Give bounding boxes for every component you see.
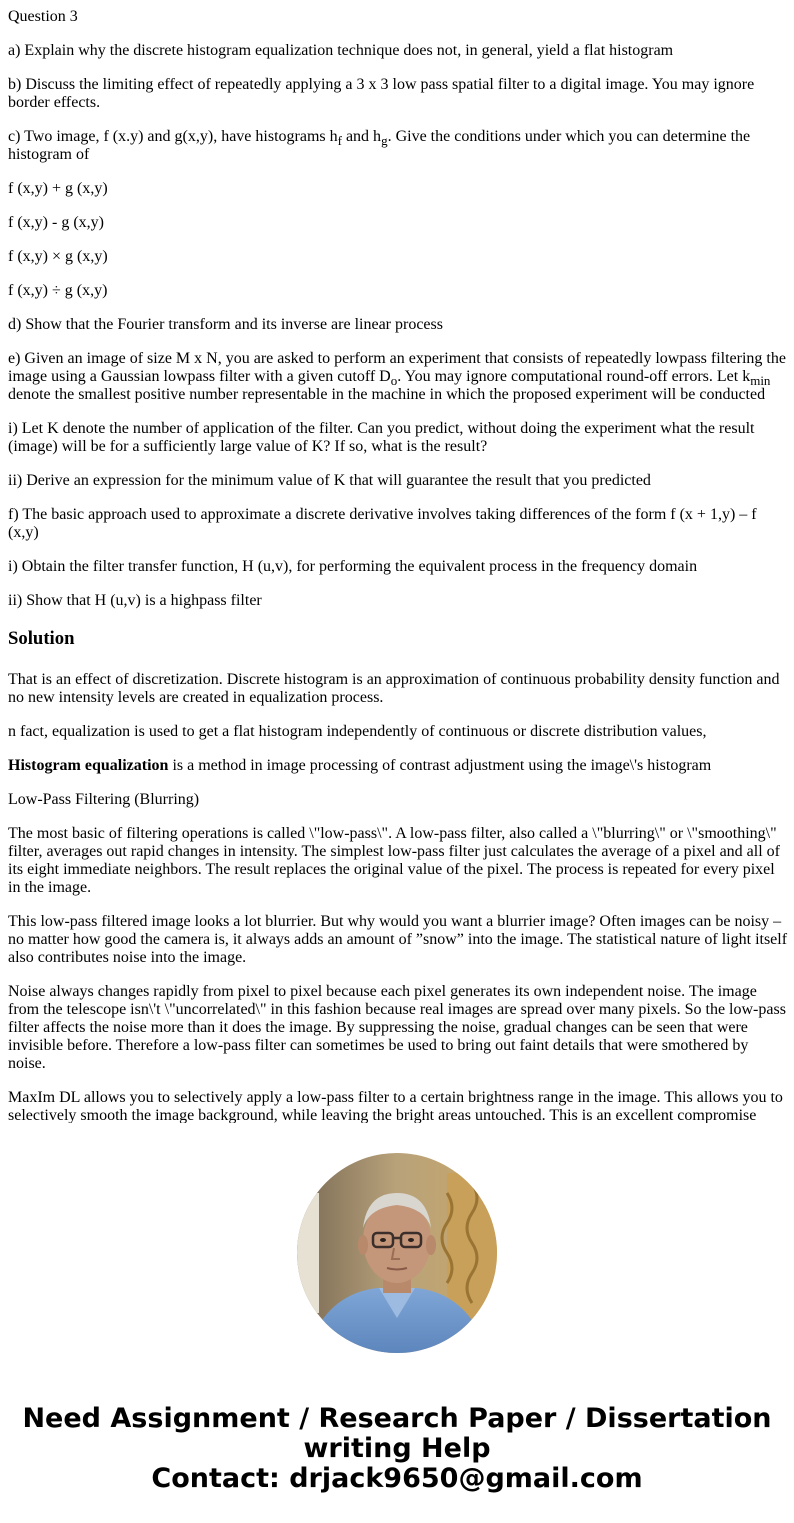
question-e-i: i) Let K denote the number of application of the filter. Can you predict, without doing the experiment what the result (image) will be for a sufficiently large value of K? If so, what is the result? bbox=[8, 420, 755, 455]
question-c-item: f (x,y) + g (x,y) bbox=[8, 180, 108, 197]
solution-paragraph: This low-pass filtered image looks a lot blurrier. But why would you want a blurrier image? Often images can be noisy – no matter how good the camera is, it always adds an amount of ”snow” into the image. The statistical nature of light itself also contributes noise into the image. bbox=[8, 913, 788, 966]
question-f-i: i) Obtain the filter transfer function, H (u,v), for performing the equivalent process in the frequency domain bbox=[8, 558, 698, 575]
solution-paragraph: Noise always changes rapidly from pixel to pixel because each pixel generates its own independent noise. The image from the telescope isn\'t \"uncorrelated\" in this fashion because real images are spread over many pixels. So the low-pass filter affects the noise more than it does the image. By suppressing the noise, gradual changes can be seen that were invisible before. Therefore a low-pass filter can sometimes be used to bring out faint details that were smothered by noise. bbox=[8, 983, 786, 1072]
question-c-item: f (x,y) × g (x,y) bbox=[8, 248, 108, 265]
document-body bbox=[8, 0, 788, 1123]
solution-paragraph: That is an effect of discretization. Discrete histogram is an approximation of continuous probability density function and no new intensity levels are created in equalization process. bbox=[8, 671, 780, 706]
subscript-g: g bbox=[381, 133, 388, 148]
question-e-text: denote the smallest positive number representable in the machine in which the proposed experiment will be conducted bbox=[8, 386, 766, 403]
question-title: Question 3 bbox=[8, 8, 78, 25]
question-f-ii: ii) Show that H (u,v) is a highpass filter bbox=[8, 592, 262, 609]
question-d: d) Show that the Fourier transform and its inverse are linear process bbox=[8, 316, 443, 333]
question-e bbox=[8, 350, 788, 404]
subscript-min: min bbox=[750, 373, 771, 388]
promo-banner bbox=[0, 1123, 794, 1523]
question-e-ii: ii) Derive an expression for the minimum value of K that will guarantee the result that you predicted bbox=[8, 472, 651, 489]
question-e-text: . You may ignore computational round-off errors. Let k bbox=[397, 368, 751, 385]
solution-paragraph: The most basic of filtering operations is called \"low-pass\". A low-pass filter, also called a \"blurring\" or \"smoothing\" filter, averages out rapid changes in intensity. The simplest low-pass filter just calculates the average of a pixel and all of its eight immediate neighbors. The result replaces the original value of the pixel. The process is repeated for every pixel in the image. bbox=[8, 825, 780, 896]
subscript-o: o bbox=[390, 373, 398, 388]
solution-heading: Solution bbox=[8, 628, 75, 649]
avatar bbox=[297, 1153, 497, 1353]
question-f: f) The basic approach used to approximate a discrete derivative involves taking differences of the form f (x + 1,y) – f (x,y) bbox=[8, 506, 757, 541]
solution-text: is a method in image processing of contrast adjustment using the image\'s histogram bbox=[168, 757, 712, 774]
promo-text bbox=[0, 1404, 794, 1494]
avatar-portrait bbox=[297, 1153, 497, 1353]
promo-line: Need Assignment / Research Paper / Dissertation bbox=[22, 1403, 772, 1434]
subscript-f: f bbox=[337, 133, 342, 148]
bold-term: Histogram equalization bbox=[8, 757, 169, 774]
question-c-text: c) Two image, f (x.y) and g(x,y), have histograms h bbox=[8, 128, 338, 145]
solution-paragraph: n fact, equalization is used to get a flat histogram independently of continuous or discrete distribution values, bbox=[8, 723, 707, 740]
question-c-item: f (x,y) ÷ g (x,y) bbox=[8, 282, 108, 299]
solution-paragraph: Low-Pass Filtering (Blurring) bbox=[8, 791, 200, 808]
question-b: b) Discuss the limiting effect of repeatedly applying a 3 x 3 low pass spatial filter to a digital image. You may ignore border effects. bbox=[8, 76, 755, 111]
question-a: a) Explain why the discrete histogram equalization technique does not, in general, yield a flat histogram bbox=[8, 42, 674, 59]
question-c-text: . Give the conditions under which you can determine the histogram of bbox=[8, 128, 751, 163]
promo-contact: Contact: drjack9650@gmail.com bbox=[151, 1463, 643, 1494]
promo-line: writing Help bbox=[303, 1433, 491, 1464]
question-e-text: e) Given an image of size M x N, you are asked to perform an experiment that consists of repeatedly lowpass filtering the image using a Gaussian lowpass filter with a given cutoff D bbox=[8, 350, 786, 385]
solution-paragraph: MaxIm DL allows you to selectively apply a low-pass filter to a certain brightness range in the image. This allows you to selectively smooth the image background, while leaving the bright areas untouched. This is an excellent compromise bbox=[8, 1089, 783, 1123]
question-c bbox=[8, 128, 788, 164]
solution-paragraph bbox=[8, 757, 788, 775]
question-c-item: f (x,y) - g (x,y) bbox=[8, 214, 104, 231]
question-c-text: and h bbox=[341, 128, 382, 145]
